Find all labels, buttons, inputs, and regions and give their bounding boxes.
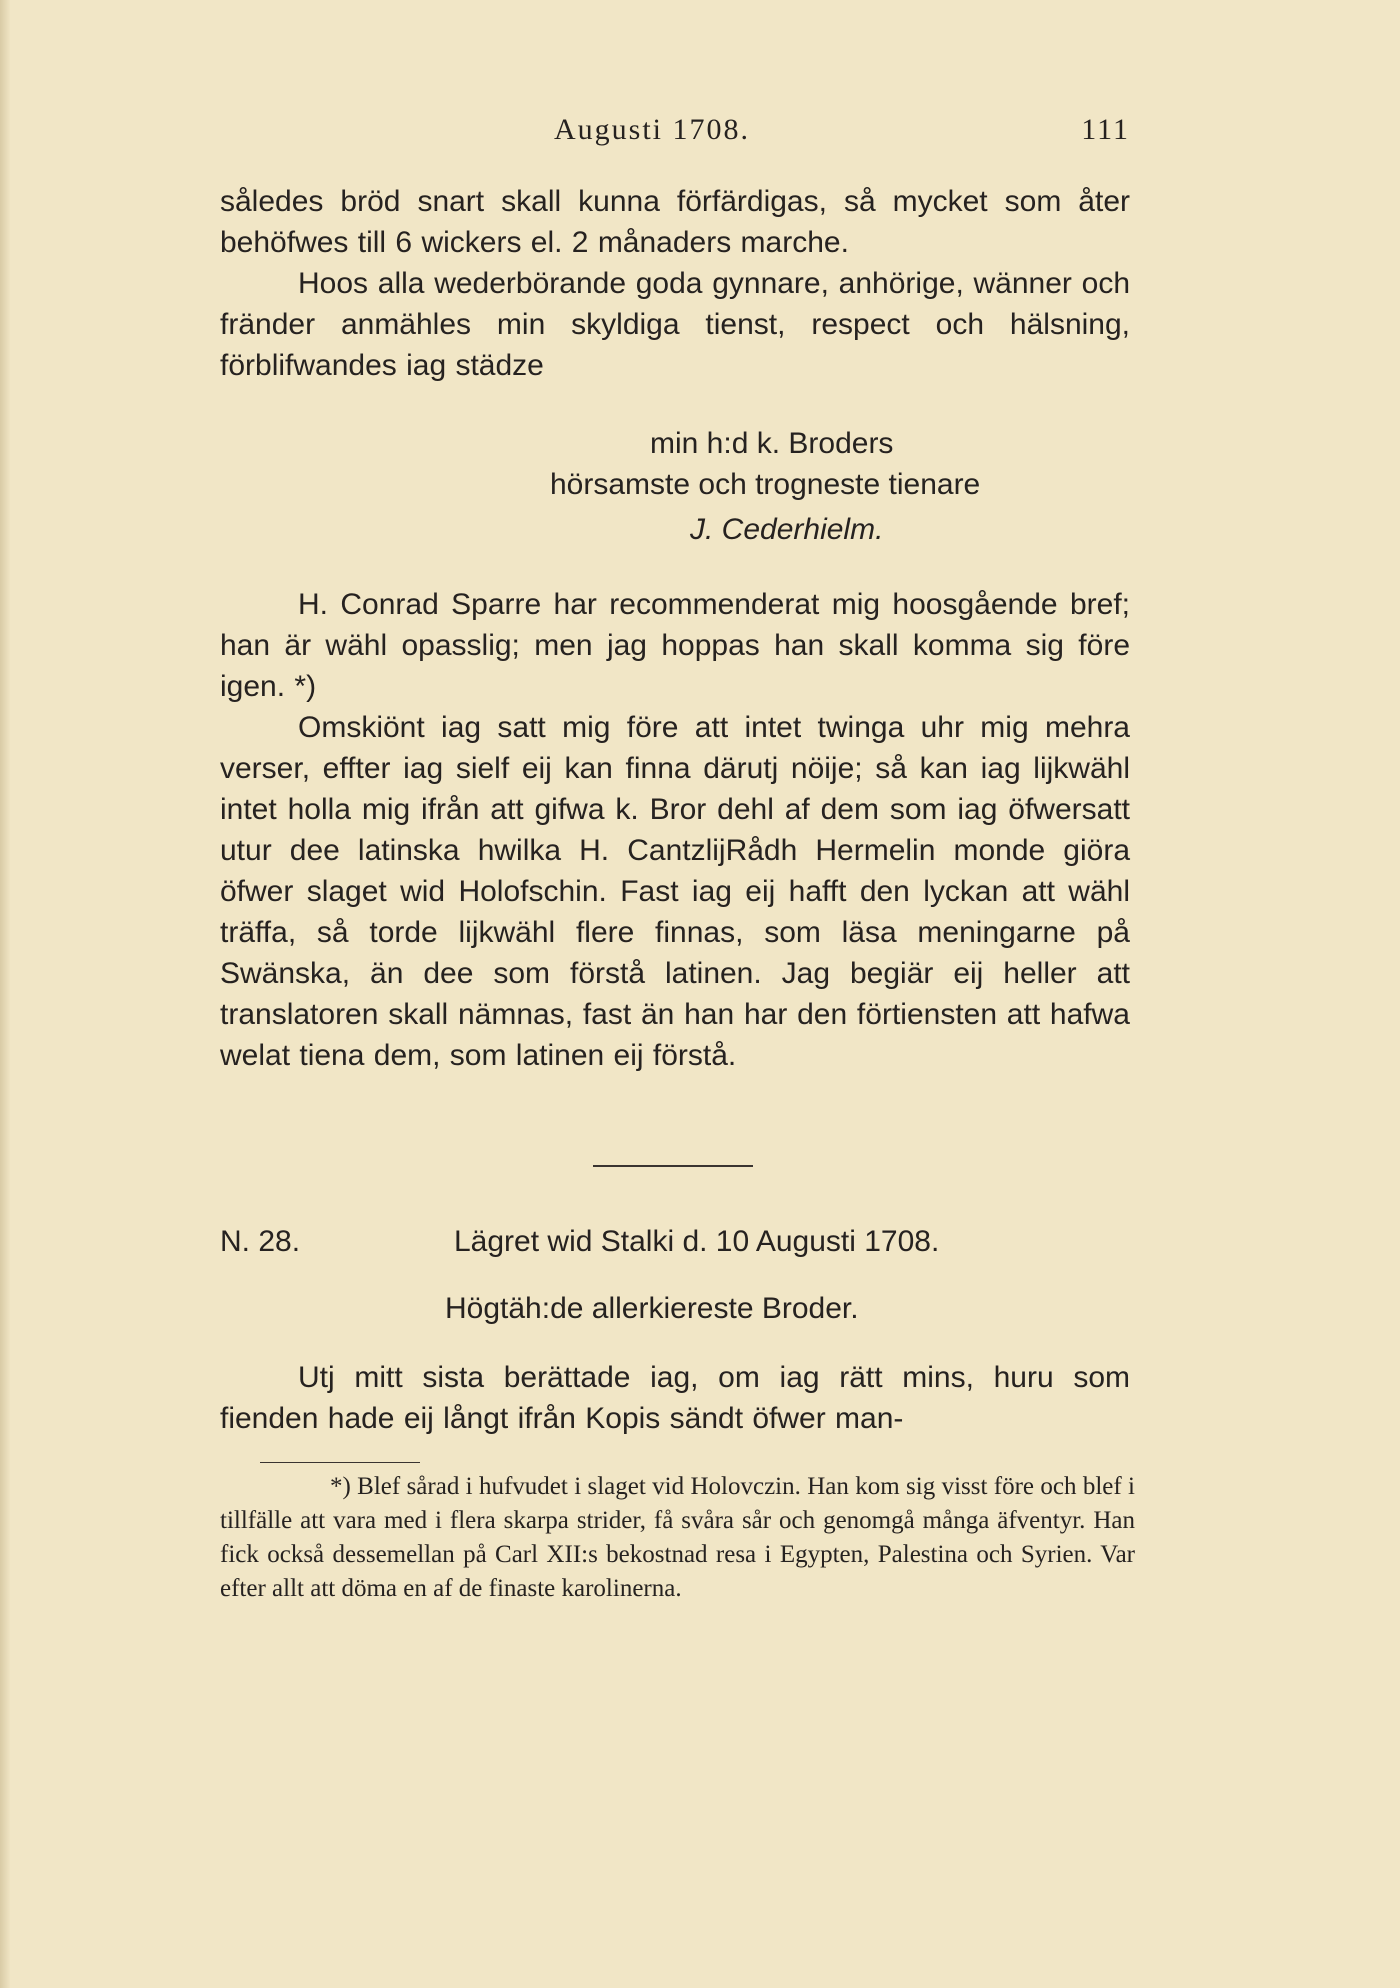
letter-number: N. 28.: [220, 1225, 301, 1258]
closing-line-2: hörsamste och trogneste tienare: [550, 468, 981, 501]
running-title: Augusti 1708.: [554, 113, 751, 146]
signature: J. Cederhielm.: [690, 513, 884, 546]
letter-paragraph-1: Utj mitt sista berättade iag, om iag rätt mins, huru som fienden hade eij långt ifrån Kopis sändt öfwer man-: [220, 1361, 1130, 1435]
body-paragraph-2: Hoos alla wederbörande goda gynnare, anhörige, wänner och fränder anmähles min skyldiga tienst, respect och hälsning, förblifwandes iag städze: [220, 267, 1130, 382]
letter-salutation: Högtäh:de allerkiereste Broder.: [445, 1292, 859, 1325]
closing-line-1: min h:d k. Broders: [650, 427, 894, 460]
page-edge: [0, 0, 10, 1988]
section-divider: [593, 1165, 753, 1167]
body-paragraph-1: således bröd snart skall kunna förfärdigas, så mycket som åter behöfwes till 6 wickers el. 2 månaders marche.: [220, 185, 1130, 259]
body-paragraph-3: H. Conrad Sparre har recommenderat mig hoosgående bref; han är wähl opasslig; men jag hoppas han skall komma sig före igen. *): [220, 588, 1130, 703]
running-header: [220, 113, 1130, 153]
body-paragraph-4: Omskiönt iag satt mig före att intet twinga uhr mig mehra verser, effter iag sielf eij kan finna därutj nöije; så kan iag lijkwähl intet holla mig ifrån att gifwa k. Bror dehl af dem som iag öfwersatt utur dee latinska hwilka H. CantzlijRådh Hermelin monde giöra öfwer slaget wid Holofschin. Fast iag eij hafft den lyckan att wähl träffa, så torde lijkwähl flere finnas, som läsa meningarne på Swänska, än dee som förstå latinen. Jag begiär eij heller att translatoren skall nämnas, fast än han har den förtiensten att hafwa welat tiena dem, som latinen eij förstå.: [220, 711, 1130, 1072]
letter-place-date: Lägret wid Stalki d. 10 Augusti 1708.: [454, 1225, 940, 1258]
footnote: *) Blef sårad i hufvudet i slaget vid Holovczin. Han kom sig visst före och blef i tillfälle att vara med i flera skarpa strider, få svåra sår och genomgå många äfventyr. Han fick också dessemellan på Carl XII:s bekostnad resa i Egypten, Palestina och Syrien. Var efter allt att döma en af de finaste karolinerna.: [220, 1473, 1135, 1602]
page-number: 111: [1081, 113, 1130, 146]
footnote-rule: [260, 1462, 420, 1463]
